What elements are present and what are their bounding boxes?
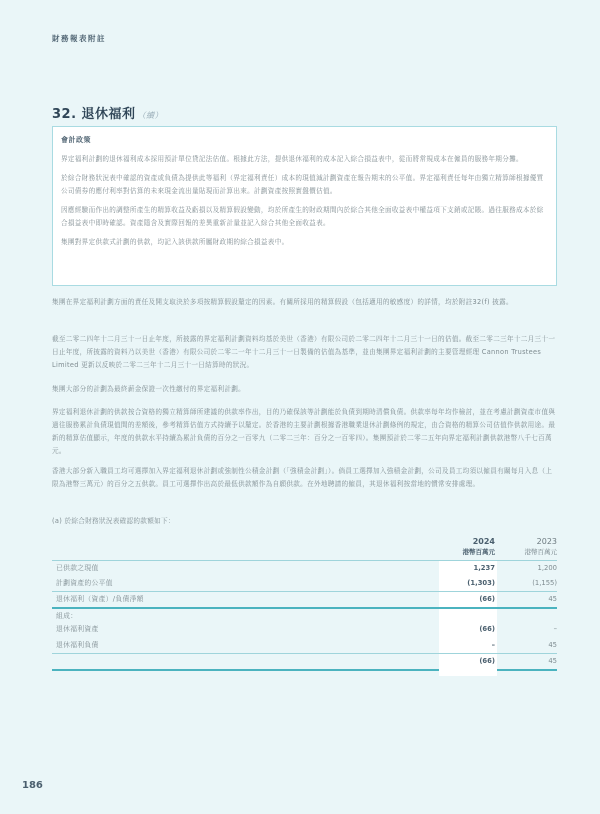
body-paragraph: 界定福利退休計劃的供款按合資格的獨立精算師所建議的供款率作出，目的乃確保該等計劃能於負債到期時清償負債。供款率每年均作檢討，並在考慮計劃資產市值與過往服務累計負債現值間的差額後，參考精算估值方式持續予以釐定。於香港的主要計劃根據香港職業退休計劃條例的規定，由合資格的精算公司估值作供款用途。最新的精算估值顯示，年度的供款水平持續為累計負債的百分之一百零九（二零二三年：百分之一百零四）。集團預計於二零二五年向界定福利計劃供款港幣八千七百萬元。 (52, 408, 556, 455)
table-row: 退休福利（資產）/負債淨額 (66) 45 (52, 591, 557, 607)
accounting-policy-box (52, 126, 557, 286)
body-paragraph: 截至二零二四年十二月三十一日止年度，所披露的界定福利計劃資料均基於美世（香港）有限公司於二零二四年十二月三十一日的估值。截至二零二三年十二月三十一日止年度，所披露的資料乃以美世（香港）有限公司於二零二一年十二月三十一日製備的估值為基準，並由集團界定福利計劃的主要管理經理 Cannon Trustees Limited 更新以反映於二零二三年十二月三十一日結算時的狀況。 (52, 335, 556, 369)
continued-label: （續） (137, 111, 164, 120)
table-row: 組成： (52, 607, 557, 623)
recognised-amounts-table (52, 536, 557, 671)
table-row-total: (66) 45 (52, 653, 557, 669)
column-header-2024: 2024 港幣百萬元 (462, 537, 495, 556)
page-number: 186 (22, 780, 43, 791)
body-paragraph: 集團在界定福利計劃方面的責任及開支取決於多項按精算假設釐定的因素。有關所採用的精算假設（包括適用的敏感度）的詳情，均於附註32(f) 披露。 (52, 298, 513, 306)
table-row: 退休福利資產 (66) – (56, 625, 557, 633)
section-title (52, 103, 163, 122)
section-title-text: 32. 退休福利 (52, 107, 136, 122)
table-row: 已供款之現值 1,237 1,200 (52, 560, 557, 576)
table-row: 計劃資產的公平值 (1,303) (1,155) (56, 578, 557, 587)
table-row: 退休福利負債 – 45 (56, 640, 557, 649)
policy-paragraph: 於綜合財務狀況表中確認的資產或負債為提供此等福利（界定福利責任）成本的現值減計劃資產在報告期末的公平值。界定福利責任每年由獨立精算師根據優質公司債券的應付利率對估算的未來現金流出量貼現而計算出來。計劃資產按照實盤價估值。 (61, 174, 544, 195)
policy-paragraph: 集團對界定供款式計劃的供款，均記入該供款所屬財政期的綜合損益表中。 (61, 238, 289, 246)
column-header-2023: 2023 港幣百萬元 (524, 537, 557, 556)
body-paragraph: 集團大部分的計劃為最終薪金保證一次性繳付的界定福利計劃。 (52, 385, 246, 393)
running-header: 財務報表附註 (52, 34, 106, 43)
table-header (52, 536, 557, 560)
body-paragraph: 香港大部分新入職員工均可選擇加入界定福利退休計劃或強制性公積金計劃（「強積金計劃」）。倘員工選擇加入強積金計劃，公司及員工均須以僱員有關每月入息（上限為港幣三萬元）的百分之五供款。員工可選擇作出高於最低供款額作為自願供款。在外地聘請的僱員，其退休福利按當地的慣常安排處理。 (52, 467, 553, 488)
sub-heading-a: (a) 於綜合財務狀況表確認的款額如下： (52, 517, 175, 525)
policy-paragraph: 界定福利計劃的退休福利成本採用預計單位貸記法估值。根據此方法，提供退休福利的成本記入綜合損益表中，從而將常規成本在僱員的服務年期分攤。 (61, 155, 523, 163)
policy-box-title: 會計政策 (61, 136, 91, 144)
policy-paragraph: 因應經驗而作出的調整所產生的精算收益及虧損以及精算假設變動，均於所產生的財政期間內於綜合其他全面收益表中權益項下支銷或記賬。過往服務成本於綜合損益表中即時確認。資產隱含及實際回報的差異重新計量並記入綜合其他全面收益表。 (61, 206, 544, 227)
